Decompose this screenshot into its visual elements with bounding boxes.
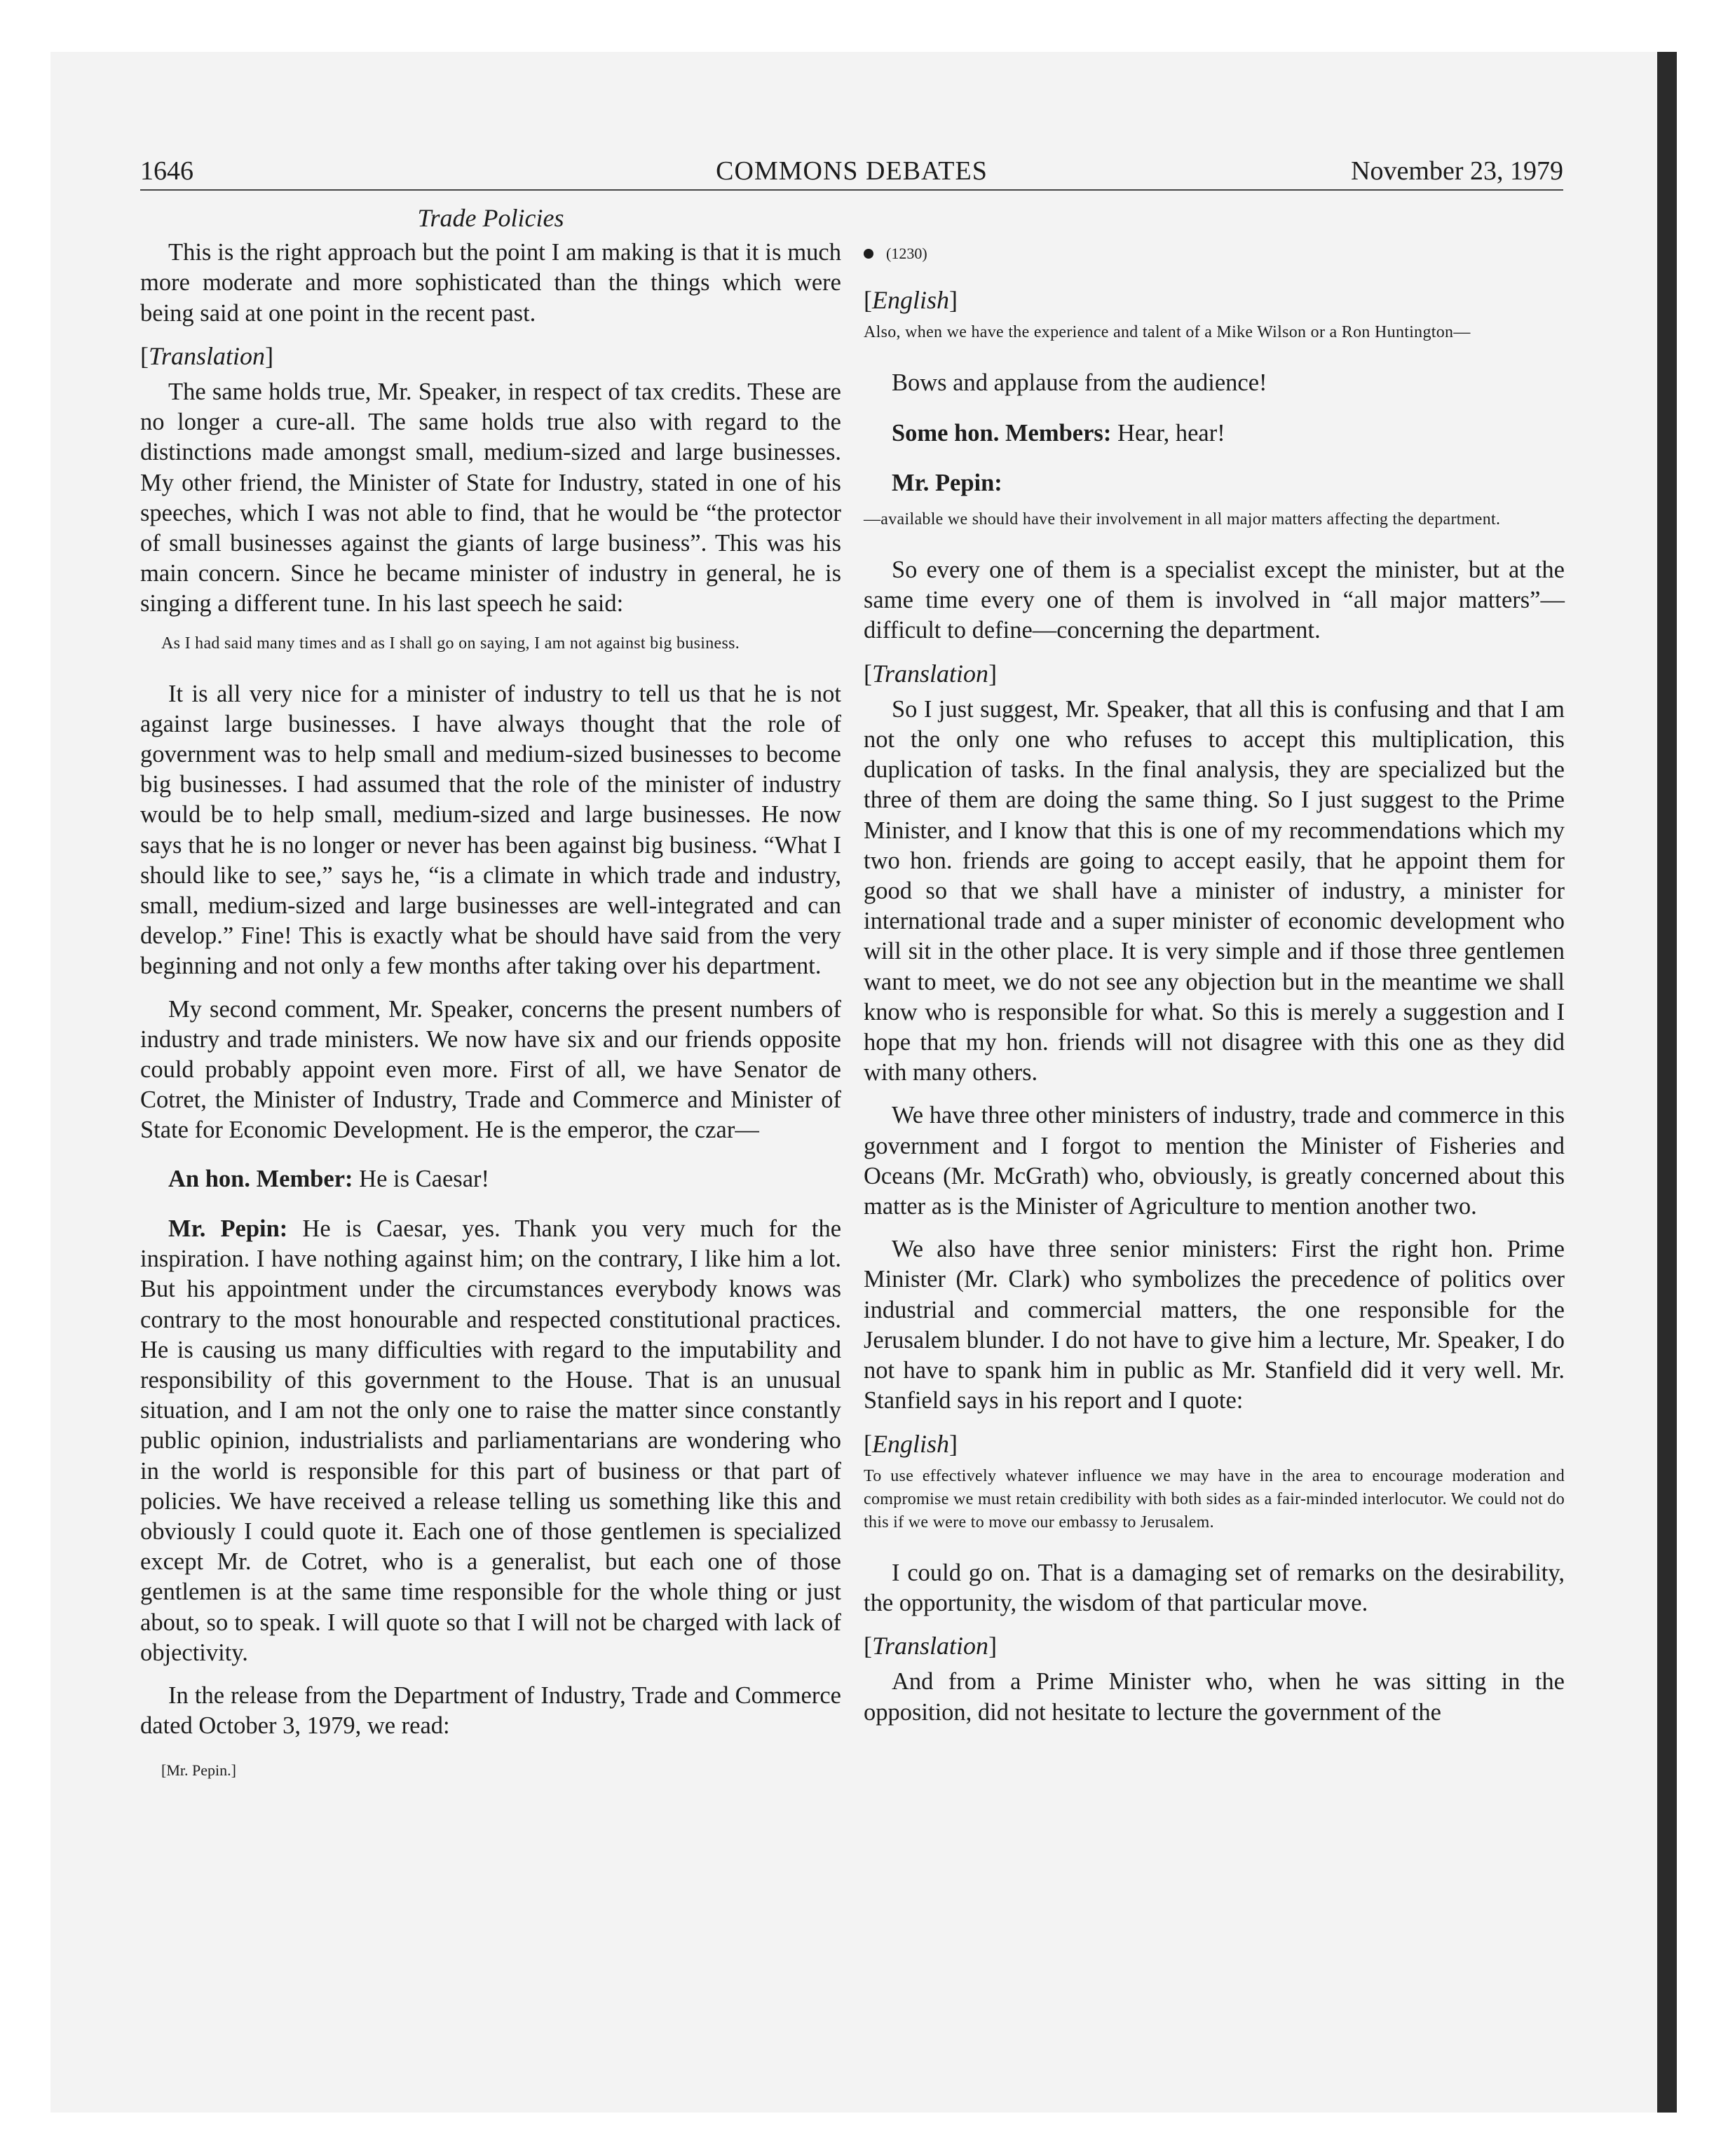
interjection — [864, 418, 1565, 449]
speech-text: He is Caesar! — [359, 1165, 489, 1192]
publication-title: COMMONS DEBATES — [716, 156, 988, 186]
time-marker — [864, 238, 1565, 268]
scan-edge-bar — [1657, 52, 1677, 2113]
speech-text: He is Caesar, yes. Thank you very much for the inspiration. I have nothing against him; on the contrary, I like him a lot. But his appointment under the circumstances everybody knows was contrary to the most honourable and respected constitutional practices. He is causing us many difficulties with regard to the imputability and responsibility of this government to the House. That is an unusual situation, and I am not the only one to raise the matter since constantly public opinion, industrialists and parliamentarians are wondering who in the world is responsible for this part of business or that part of policies. We have received a release telling us something like this and obviously I could quote it. Each one of those gentlemen is specialized except Mr. de Cotret, who is a generalist, but each one of those gentlemen is at the same time responsible for the whole thing or just about, so to speak. I will quote so that I will not be charged with lack of objectivity. — [140, 1215, 842, 1666]
block-quote: As I had said many times and as I shall go on saying, I am not against big business. — [161, 634, 740, 653]
speaker-name: Mr. Pepin: — [892, 469, 1002, 496]
paragraph: The same holds true, Mr. Speaker, in respect of tax credits. These are no longer a cure-all. The same holds true also with regard to the distinctions made amongst small, medium-sized and large businesses. My other friend, the Minister of State for Industry, stated in one of his speeches, which I was not able to find, that he would be “the protector of small businesses against the giants of large business”. This was his main concern. Since he became minister of industry in general, he is singing a different tune. In his last speech he said: — [140, 378, 841, 618]
paragraph: So I just suggest, Mr. Speaker, that all this is confusing and that I am not the only one who refuses to accept this multiplication, this duplication of tasks. In the final analysis, they are specialized but the three of them are doing the same thing. So I just suggest to the Prime Minister, and I know that this is one of my recommendations which my two hon. friends are going to accept easily, that he appoint them for good so that we shall have a minister of industry, a minister for international trade and a super minister of economic development who will sit in the other place. It is very simple and if those three gentlemen want to meet, we do not see any objection but in the meantime we shall know who is responsible for what. So this is merely a suggestion and I hope that my hon. friends will not disagree with this one as they did with many others. — [864, 695, 1565, 1086]
speech-paragraph — [140, 1214, 841, 1668]
paragraph: I could go on. That is a damaging set of remarks on the desirability, the opportunity, the wisdom of that particular move. — [864, 1559, 1565, 1616]
interjection — [140, 1164, 841, 1194]
speaker-name: An hon. Member: — [168, 1165, 353, 1192]
paragraph: This is the right approach but the point I am making is that it is much more moderate and more sophisticated than the things which were being said at one point in the recent past. — [140, 239, 841, 327]
paragraph: And from a Prime Minister who, when he was sitting in the opposition, did not hesitate to lecture the government of the — [864, 1668, 1565, 1726]
language-tag: [English] — [864, 1429, 958, 1458]
page-date: November 23, 1979 — [1351, 156, 1563, 186]
section-heading: Trade Policies — [417, 204, 564, 232]
language-tag: [English] — [864, 286, 958, 315]
speech-text: Hear, hear! — [1117, 419, 1225, 446]
paragraph: It is all very nice for a minister of industry to tell us that he is not against large businesses. I have always thought that the role of government was to help small and medium-sized businesses to become big businesses. I had assumed that the role of the minister of industry would be to help small, medium-sized and large businesses. He now says that he is no longer or never has been against big business. “What I should like to see,” says he, “is a climate in which trade and industry, small, medium-sized and large businesses are well-integrated and can develop.” Fine! This is exactly what be should have said from the very beginning and not only a few months after taking over his department. — [140, 680, 841, 980]
language-tag: [Translation] — [140, 341, 274, 370]
speaker-name: Some hon. Members: — [892, 419, 1112, 446]
paragraph: My second comment, Mr. Speaker, concerns the present numbers of industry and trade ministers. We now have six and our friends opposite could probably appoint even more. First of all, we have Senator de Cotret, the Minister of Industry, Trade and Commerce and Minister of State for Economic Development. He is the emperor, the czar— — [140, 995, 841, 1144]
footer-note: [Mr. Pepin.] — [161, 1761, 236, 1780]
time-marker-text: (1230) — [886, 245, 927, 262]
block-quote: To use effectively whatever influence we may have in the area to encourage moderation and compromise we must retain credibility with both sides as a fair-minded interlocutor. We could not do this if we were to move our embassy to Jerusalem. — [864, 1466, 1565, 1531]
stage-direction: Bows and applause from the audience! — [892, 369, 1267, 397]
speaker-line — [864, 468, 1565, 498]
block-quote: Also, when we have the experience and talent of a Mike Wilson or a Ron Huntington— — [864, 323, 1471, 342]
page-number: 1646 — [140, 156, 193, 186]
paragraph: We also have three senior ministers: First the right hon. Prime Minister (Mr. Clark) who symbolizes the precedence of politics over industrial and commercial matters, the one responsible for the Jerusalem blunder. I do not have to give him a lecture, Mr. Speaker, I do not have to spank him in public as Mr. Stanfield did it very well. Mr. Stanfield says in his report and I quote: — [864, 1236, 1565, 1414]
speaker-name: Mr. Pepin: — [168, 1215, 288, 1242]
block-quote: —available we should have their involvement in all major matters affecting the department. — [864, 510, 1501, 529]
paragraph: We have three other ministers of industry, trade and commerce in this government and I forgot to mention the Minister of Fisheries and Oceans (Mr. McGrath) who, obviously, is greatly concerned about this matter as is the Minister of Agriculture to mention another two. — [864, 1102, 1565, 1220]
paragraph: So every one of them is a specialist except the minister, but at the same time every one of them is involved in “all major matters”—difficult to define—concerning the department. — [864, 557, 1565, 644]
left-column — [140, 203, 841, 1786]
language-tag: [Translation] — [864, 1632, 998, 1660]
bullet-dot-icon — [864, 249, 873, 259]
language-tag: [Translation] — [864, 659, 998, 688]
right-column — [864, 238, 1565, 1740]
paragraph: In the release from the Department of Industry, Trade and Commerce dated October 3, 1979, we read: — [140, 1681, 841, 1740]
page-header — [140, 154, 1563, 191]
